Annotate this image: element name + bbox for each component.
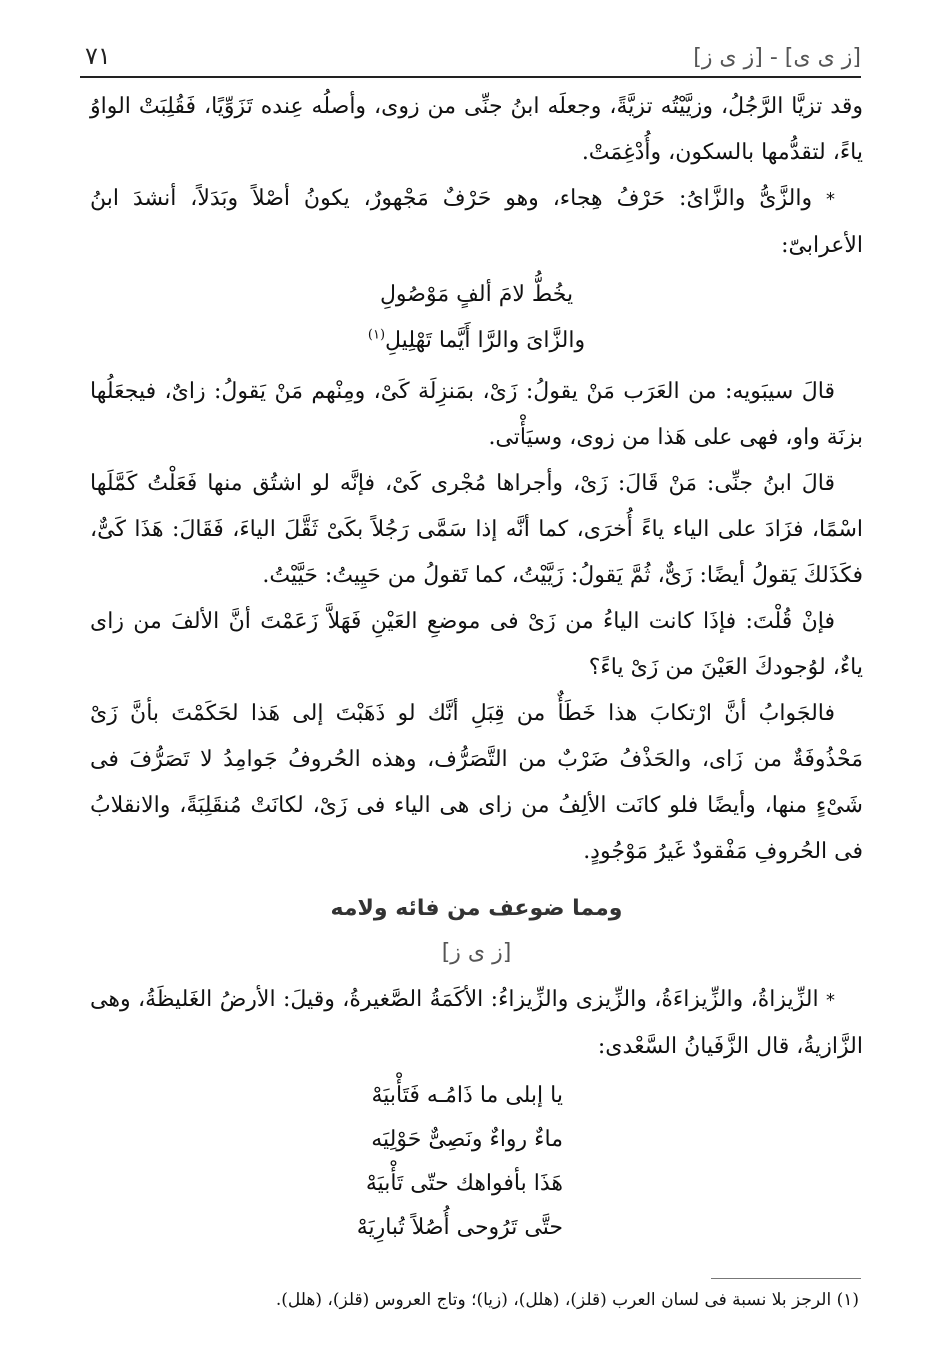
footnote: (١) الرجز بلا نسبة فى لسان العرب (قلز)، (هلل)، (زيا)؛ وتاج العروس (قلز)، (هلل). [275, 1290, 859, 1310]
verse-line: حتَّى تَرُوحى أُصُلاً تُبارِيَهْ [356, 1215, 563, 1240]
paragraph-3: قالَ سيبَويه: من العَرَب مَنْ يقولُ: زَىْ، بمَنزِلَة كَىْ، ومِنْهم مَنْ يَقولُ: زاىٌ، فيجعَلُها بزنَة واو، فهى على هَذا من زوى، وسيَأْتى. [90, 379, 863, 450]
paragraph-6: فالجَوابُ أنَّ ارْتكابَ هذا خَطَأٌ من قِبَلِ أنَّك لو ذَهَبْتَ إلى هَذا لحَكَمْتَ بأنَّ زَىْ مَحْذُوفَةٌ من زَاى، والحَذْفُ ضَرْبٌ من التَّصَرُّف، وهذه الحُروفُ جَوامِدُ لا تَصَرُّفَ فى شَىْءٍ منها، وأيضًا فلو كانَت الألِفُ من زاى هى الياء فى زَىْ، لكانَتْ مُنقَلِبَةً، والانقلابُ فى الحُروفِ مَفْقودٌ غَيرُ مَوْجُودٍ. [90, 701, 863, 864]
running-head: [ز ى ى] - [ز ى ز] [693, 45, 861, 70]
verse-line: هَذَا بأفواهك حتّى تَأْبيَهْ [365, 1171, 563, 1196]
footnote-divider [711, 1278, 861, 1279]
section-heading: ومما ضوعف من فائه ولامه [330, 896, 623, 921]
verse-line: يخُطُّ لامَ ألفٍ مَوْصُولِ [379, 282, 574, 307]
entry-star: * [826, 990, 835, 1011]
verse-block-1 [90, 273, 863, 363]
paragraph-2-text: والزَّىُّ والزَّاىُ: حَرْفُ هِجاء، وهو حَرْفٌ مَجْهورٌ، يكونُ أصْلاً وبَدَلاً، أنشدَ ابنُ الأعرابىّ: [90, 186, 863, 258]
paragraph-5: فإنْ قُلْتَ: فإذَا كانت الياءُ من زَىْ فى موضعِ العَيْنِ فَهَلاَّ زَعَمْتَ أنَّ الألفَ من زاى ياءٌ، لوُجودكَ العَيْنَ من زَىْ ياءً؟ [90, 609, 863, 680]
entry-star: * [826, 189, 835, 210]
footnote-marker: (١) [367, 327, 386, 343]
paragraph-4: قالَ ابنُ جنِّى: مَنْ قَالَ: زَىْ، وأجراها مُجْرى كَىْ، فإنَّه لو اشتُق منها فَعَلْتُ كَمَّلَها اسْمًا، فزَادَ على الياء ياءً أُخرَى، كما أنَّه إذا سَمَّى رَجُلاً بكَىْ ثَقَّلَ الياءَ، فَقَالَ: هَذَا كَىٌّ، فكَذَلكَ يَقولُ أيضًا: زَىٌّ، ثُمَّ يَقولُ: زَيَّيْتُ، كما تَقولُ من حَيِيتُ: حَيَّيْتُ. [90, 471, 863, 588]
verse-line: يا إبلى ما ذَامُـه فَتَأْبيَهْ [371, 1083, 563, 1108]
paragraph-7 [90, 977, 863, 1070]
verse-line-text: والزَّاىَ والرَّا أَيَّما تَهْلِيلِ [385, 328, 586, 353]
paragraph-2 [90, 176, 863, 269]
header-divider [80, 76, 861, 78]
page-header [85, 30, 861, 70]
entry-heading: [ز ى ز] [441, 940, 512, 965]
verse-line: ماءٌ رواءٌ ونَصِىٌّ حَوْلِيَه [371, 1127, 563, 1152]
paragraph-7-text: الزِّيزاةُ، والزِّيزاءَةُ، والزِّيزى والزِّيزاءُ: الأكَمَةُ الصَّغيرةُ، وقيلَ: الأرضُ الغَليظَةُ، وهى الزَّازيةُ، قال الزَّفَيانُ السَّعْدى: [90, 987, 863, 1059]
paragraph-1: وقد تزيَّا الرَّجُلُ، وزيَّيْتُه تزيَّةً، وجعلَه ابنُ جنِّى من زوى، وأصلُه عِنده تَزَوِّيًا، فَقُلِبَتْ الواوُ ياءً، لتقدُّمها بالسكون، وأُدْغِمَتْ. [90, 94, 863, 165]
body-text [90, 84, 863, 1256]
page-number: ٧١ [85, 42, 111, 70]
verse-line [90, 319, 863, 363]
verse-block-2 [90, 1074, 863, 1250]
